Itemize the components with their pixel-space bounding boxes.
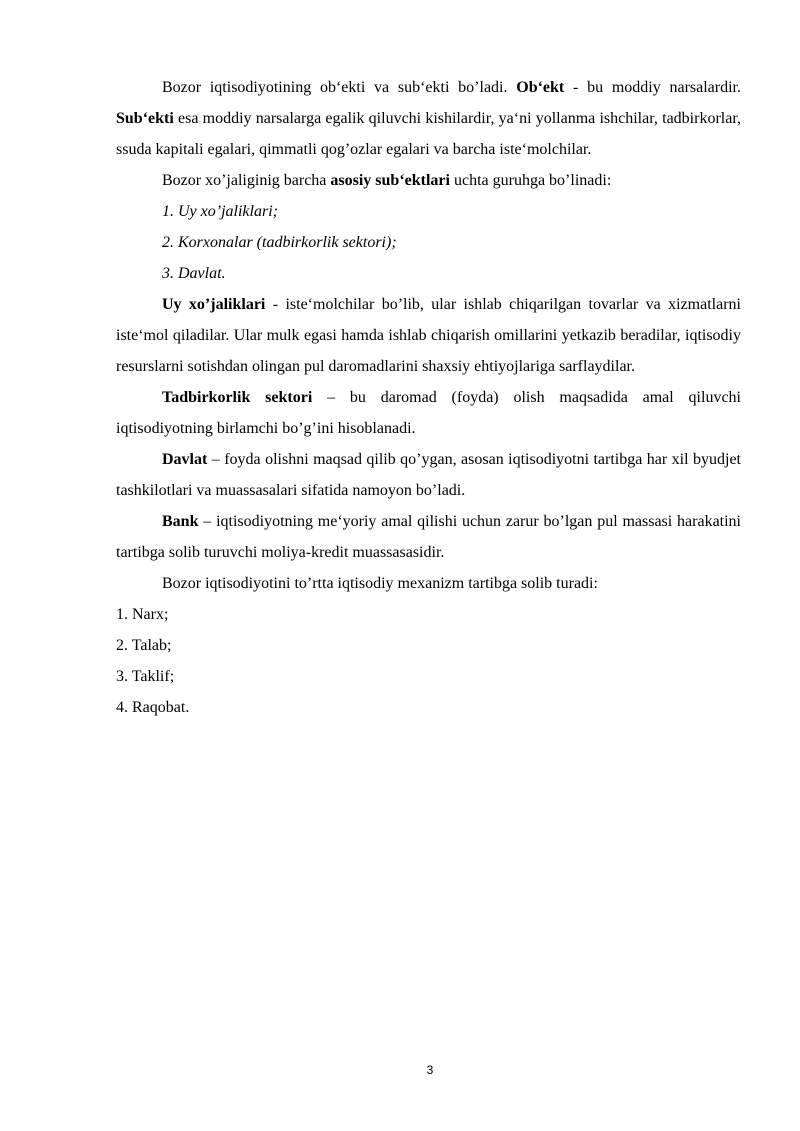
text: – iqtisodiyotning me‘yoriy amal qilishi uchun zarur bo’lgan pul massasi harakatini tartibga solib turuvchi moliya-kredit muassasasidir. (116, 513, 741, 561)
bold-term-bank: Bank (162, 513, 199, 530)
paragraph-market-object-subject (116, 72, 741, 165)
paragraph-state (116, 444, 741, 506)
text: – bu daromad (foyda) olish maqsadida amal qiluvchi iqtisodiyotning birlamchi bo’g’ini hisoblanadi. (116, 389, 741, 437)
bold-term-business-sector: Tadbirkorlik sektori (162, 389, 313, 406)
list-item-price: 1. Narx; (116, 606, 169, 623)
bold-term-households: Uy xo’jaliklari (162, 296, 266, 313)
page-number: 3 (426, 1063, 434, 1077)
list-item-demand: 2. Talab; (116, 637, 172, 654)
list-item-households (116, 196, 741, 227)
bold-term-subject: Sub‘ekti (116, 110, 174, 127)
text: - iste‘molchilar bo’lib, ular ishlab chiqarilgan tovarlar va xizmatlarni iste‘mol qiladilar. Ular mulk egasi hamda ishlab chiqarish omillarini yetkazib beradilar, iqtisodiy resurslarni sotishdan olingan pul daromadlarini shaxsiy ehtiyojlariga sarflaydilar. (116, 296, 741, 375)
text: - bu moddiy narsalardir. (564, 79, 741, 96)
list-item-text: 2. Korxonalar (tadbirkorlik sektori); (162, 234, 397, 251)
list-item-competition: 4. Raqobat. (116, 699, 190, 716)
text: Bozor iqtisodiyotining ob‘ekti va sub‘ekti bo’ladi. (162, 79, 517, 96)
paragraph-business-sector (116, 382, 741, 444)
paragraph-bank (116, 506, 741, 568)
text: esa moddiy narsalarga egalik qiluvchi kishilardir, ya‘ni yollanma ishchilar, tadbirkorlar, ssuda kapitali egalari, qimmatli qog’ozlar egalari va barcha iste‘molchilar. (116, 110, 741, 158)
list-item-text: 1. Uy xo’jaliklari; (162, 203, 278, 220)
paragraph-mechanisms-intro (116, 568, 741, 599)
list-item-state (116, 258, 741, 289)
list-item-text: 3. Davlat. (162, 265, 226, 282)
bold-term-main-subjects: asosiy sub‘ektlari (330, 172, 450, 189)
paragraph-households (116, 289, 741, 382)
text: – foyda olishni maqsad qilib qo’ygan, asosan iqtisodiyotni tartibga har xil byudjet tashkilotlari va muassasalari sifatida namoyon bo’ladi. (116, 451, 741, 499)
text: Bozor xo’jaliginig barcha (162, 172, 331, 189)
bold-term-state: Davlat (162, 451, 208, 468)
paragraph-main-subjects (116, 165, 741, 196)
list-item-supply: 3. Taklif; (116, 668, 175, 685)
text: Bozor iqtisodiyotini to’rtta iqtisodiy mexanizm tartibga solib turadi: (162, 575, 598, 592)
bold-term-object: Ob‘ekt (516, 79, 565, 96)
text: uchta guruhga bo’linadi: (449, 172, 612, 189)
document-body (116, 72, 741, 723)
list-item-enterprises (116, 227, 741, 258)
